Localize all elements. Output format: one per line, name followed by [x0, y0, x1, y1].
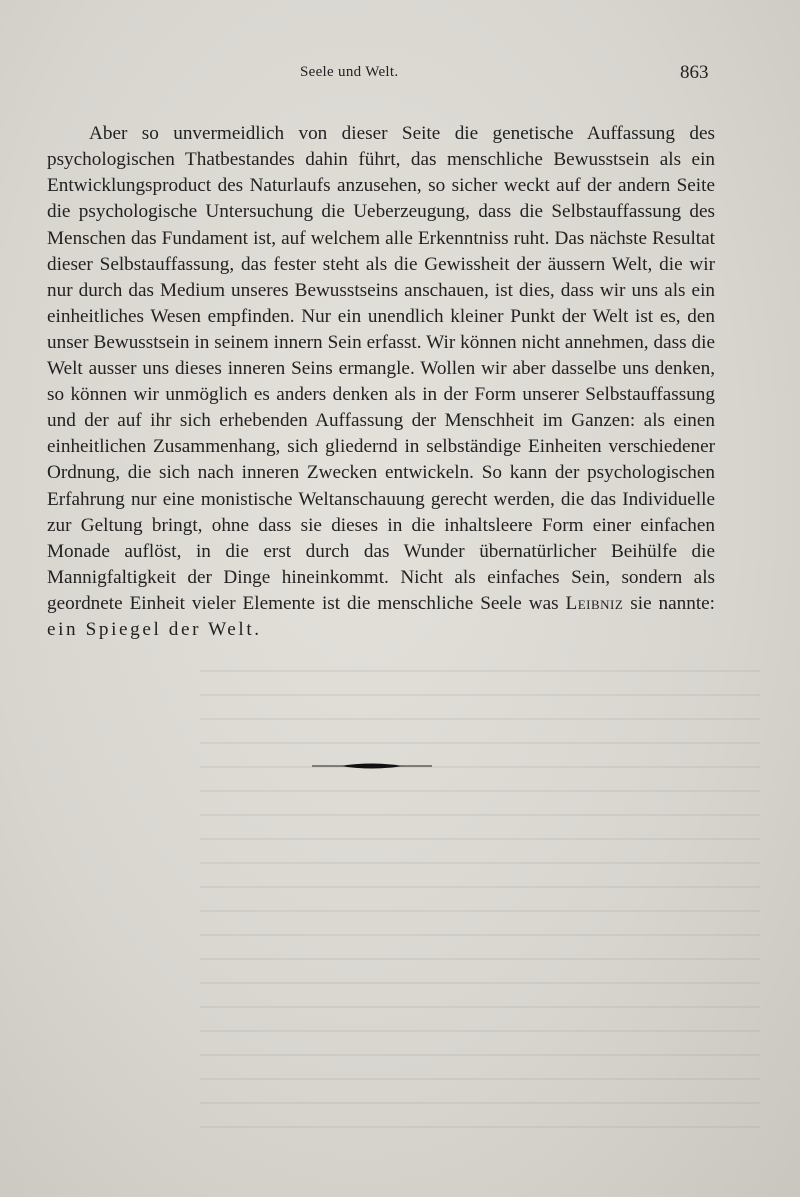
paragraph-text-continued: sie nannte: — [630, 592, 715, 614]
page-number: 863 — [680, 62, 709, 83]
author-name-leibniz: Leibniz — [565, 592, 624, 614]
paragraph-text: Aber so unvermeidlich von dieser Seite die genetische Auffassung des psychologischen Thatbestandes dahin führt, das menschliche Bewusstsein als ein Entwicklungsproduct des Naturlaufs anzusehen, so sicher weckt auf der andern Seite die psychologische Untersuchung die Ueberzeugung, dass die Selbstauffassung des Menschen das Fundament ist, auf welchem alle Erkenntniss ruht. Das nächste Resultat dieser Selbstauffassung, das fester steht als die Gewissheit der äussern Welt, die wir nur durch das Medium unseres Bewusstseins anschauen, ist dies, dass wir uns als ein einheitliches Wesen empfinden. Nur ein unendlich kleiner Punkt der Welt ist es, den unser Bewusstsein in seinem innern Sein erfasst. Wir können nicht annehmen, dass die Welt ausser uns dieses inneren Seins ermangle. Wollen wir aber dasselbe uns denken, so können wir unmöglich es anders denken als in der Form unserer Selbstauffassung und der auf ihr sich erhebenden Auffassung der Menschheit im Ganzen: als einen einheitlichen Zusammenhang, sich gliedernd in selbständige Einheiten verschiedener Ordnung, die sich nach inneren Zwecken entwickeln. So kann der psychologischen Erfahrung nur eine monistische Weltanschauung gerecht werden, die das Individuelle zur Geltung bringt, ohne dass sie dieses in die inhaltsleere Form einer einfachen Monade auflöst, in die erst durch das Wunder übernatürlicher Beihülfe die Mannigfaltigkeit der Dinge hineinkommt. Nicht als einfaches Sein, sondern als geordnete Einheit vieler Elemente ist die menschliche Seele was — [47, 123, 715, 614]
running-title: Seele und Welt. — [300, 64, 399, 80]
running-head — [0, 62, 800, 88]
body-paragraph — [47, 121, 715, 643]
emphasized-phrase: ein Spiegel der Welt. — [47, 618, 262, 640]
closing-ornamental-rule — [312, 760, 432, 772]
show-through-text — [200, 670, 760, 1130]
